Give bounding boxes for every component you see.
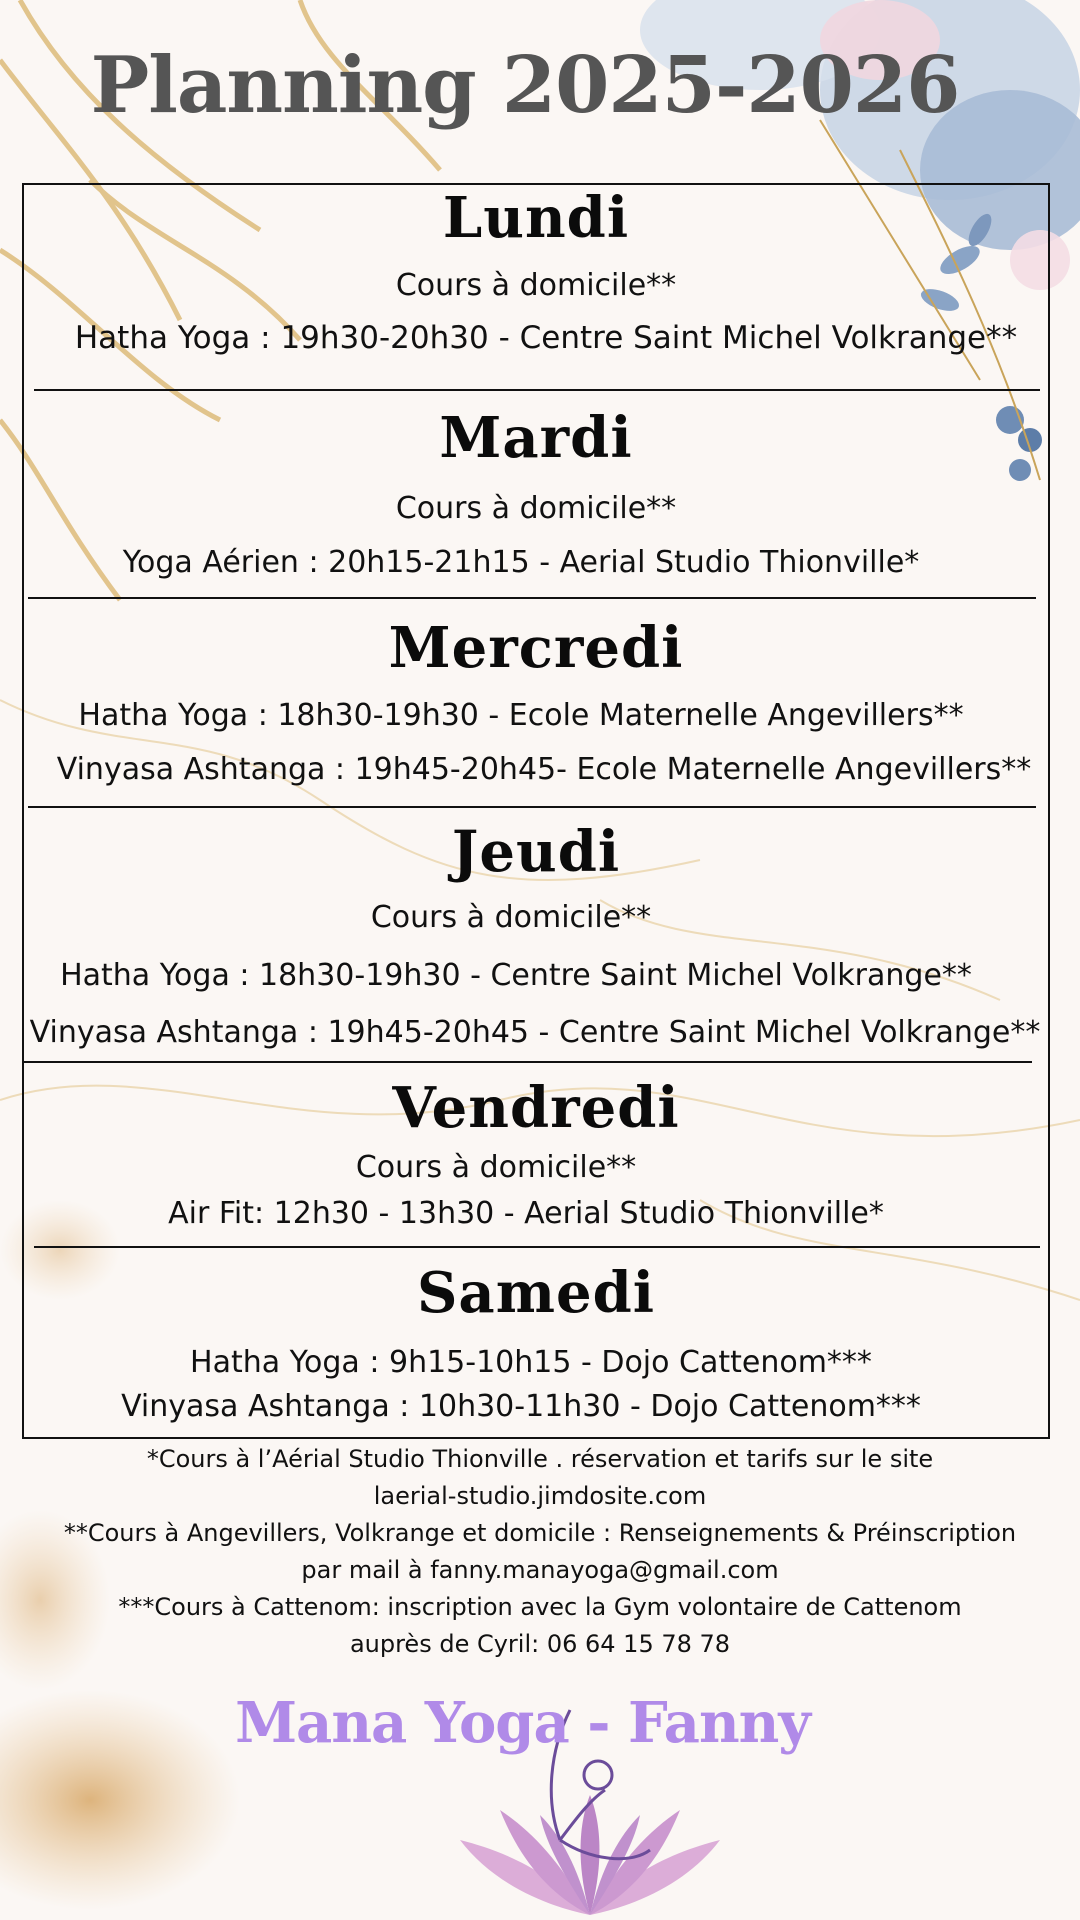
- day-title: Vendredi: [392, 1075, 680, 1141]
- footnote-line: laerial-studio.jimdosite.com: [373, 1482, 707, 1510]
- schedule-line: Vinyasa Ashtanga : 10h30-11h30 - Dojo Cattenom***: [121, 1389, 921, 1424]
- divider: [34, 389, 1040, 391]
- day-title: Mardi: [439, 405, 633, 471]
- schedule-line: Hatha Yoga : 18h30-19h30 - Centre Saint Michel Volkrange**: [60, 958, 972, 993]
- schedule-line: Hatha Yoga : 19h30-20h30 - Centre Saint Michel Volkrange**: [74, 320, 1018, 356]
- page-title: Planning 2025-2026: [90, 40, 960, 131]
- divider: [28, 806, 1036, 808]
- brand-name: Mana Yoga - Fanny: [235, 1690, 810, 1756]
- footnote-line: *Cours à l’Aérial Studio Thionville . réservation et tarifs sur le site: [146, 1445, 934, 1473]
- schedule-line: Cours à domicile**: [395, 268, 677, 303]
- schedule-line: Air Fit: 12h30 - 13h30 - Aerial Studio Thionville*: [168, 1196, 884, 1231]
- schedule-line: Hatha Yoga : 9h15-10h15 - Dojo Cattenom***: [190, 1345, 872, 1380]
- footnotes: [0, 1441, 1080, 1663]
- schedule-line: Cours à domicile**: [370, 900, 652, 935]
- footnote-line: par mail à fanny.manayoga@gmail.com: [301, 1556, 779, 1584]
- schedule-box: [22, 183, 1050, 1439]
- schedule-line: Hatha Yoga : 18h30-19h30 - Ecole Maternelle Angevillers**: [78, 698, 964, 733]
- divider: [24, 1061, 1032, 1063]
- footnote-line: auprès de Cyril: 06 64 15 78 78: [349, 1630, 731, 1658]
- footnote-line: ***Cours à Cattenom: inscription avec la Gym volontaire de Cattenom: [118, 1593, 962, 1621]
- day-title: Lundi: [442, 185, 630, 251]
- schedule-line: Cours à domicile**: [355, 1150, 637, 1185]
- schedule-line: Vinyasa Ashtanga : 19h45-20h45- Ecole Maternelle Angevillers**: [56, 752, 1032, 787]
- footnote-line: **Cours à Angevillers, Volkrange et domicile : Renseignements & Préinscription: [63, 1519, 1017, 1547]
- schedule-line: Yoga Aérien : 20h15-21h15 - Aerial Studio Thionville*: [122, 545, 920, 580]
- day-title: Jeudi: [451, 819, 621, 885]
- schedule-line: Cours à domicile**: [395, 491, 677, 526]
- divider: [34, 1246, 1040, 1248]
- divider: [28, 597, 1036, 599]
- schedule-line: Vinyasa Ashtanga : 19h45-20h45 - Centre Saint Michel Volkrange**: [29, 1015, 1041, 1050]
- day-title: Mercredi: [388, 615, 684, 681]
- day-title: Samedi: [416, 1260, 656, 1326]
